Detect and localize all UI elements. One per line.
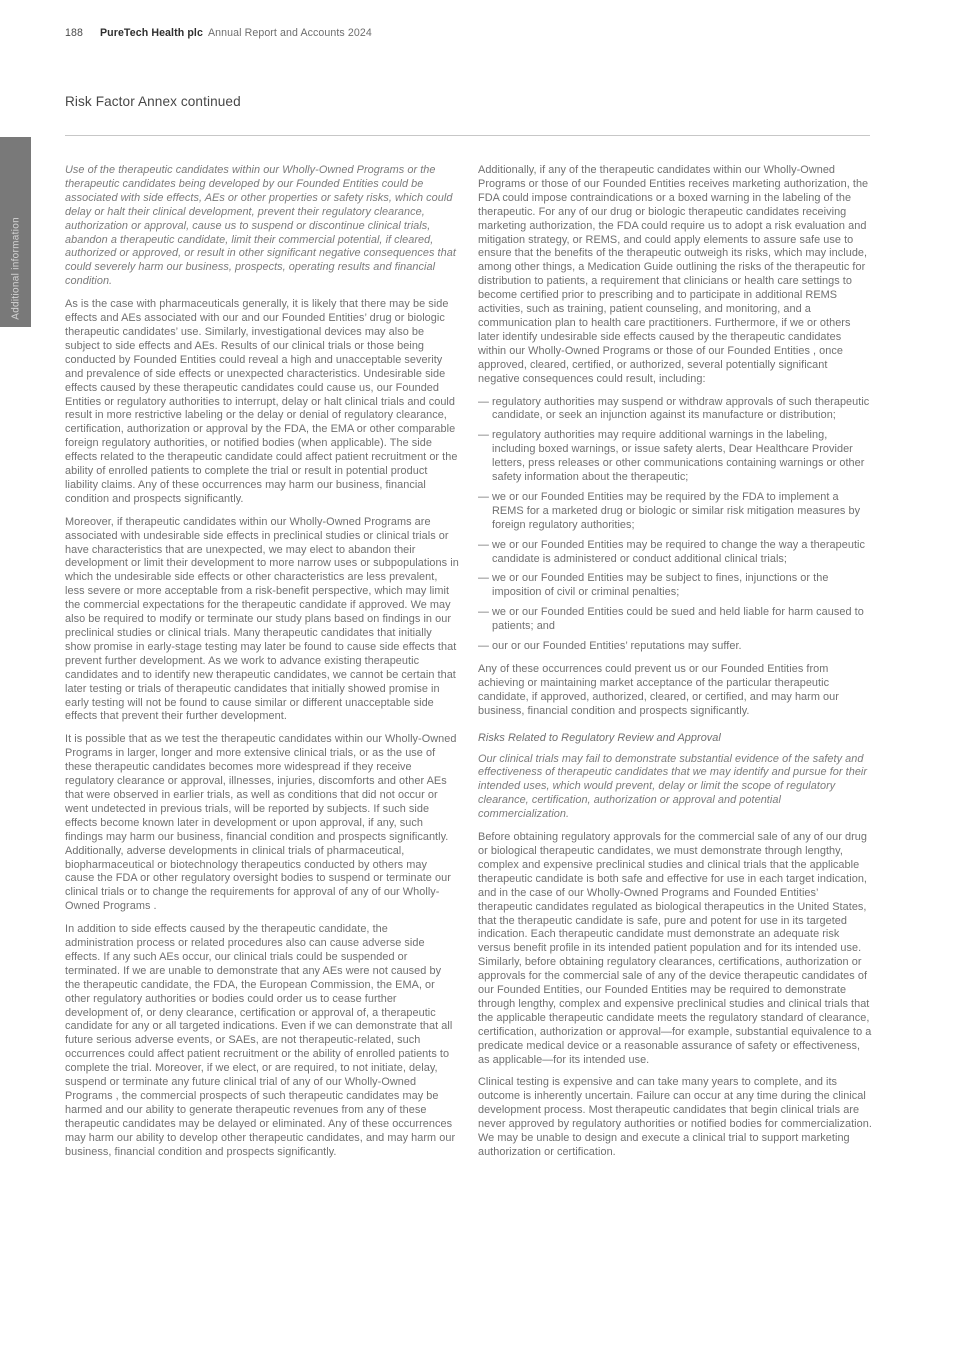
report-title: Annual Report and Accounts 2024 [207, 27, 372, 39]
paragraph: Moreover, if therapeutic candidates within our Wholly-Owned Programs are associated with undesirable side effects in preclinical studies or clinical trials or have characteristics that are unexpected, we may elect to abandon their development or limit their development to more narrow uses or subpopulations in which the undesirable side effects or other characteristics are less prevalent, less severe or more acceptable from a risk-benefit perspective, which may limit the commercial expectations for the therapeutic candidate if approved. We may also be required to modify or terminate our study plans based on findings in our preclinical studies or clinical trials. Many therapeutic candidates that initially show promise in early-stage testing may later be found to cause side effects that prevent further development. As we work to advance existing therapeutic candidates and to identify new therapeutic candidates, we cannot be certain that later testing or trials of therapeutic candidates that initially showed promise in early testing will not be found to cause similar or different unacceptable side effects that prevent their further development. [65, 515, 459, 723]
paragraph: Before obtaining regulatory approvals for the commercial sale of any of our drug or biological therapeutic candidates, we must demonstrate through lengthy, complex and expensive preclinical studies and clinical trials that the applicable therapeutic candidate is both safe and effective for use in each target indication, and in the case of our Wholly-Owned Programs and Founded Entities’ therapeutic candidates regulated as biological therapeutics in the United States, that the therapeutic candidate is safe, pure and potent for use in its targeted indication. Each therapeutic candidate must demonstrate an adequate risk versus benefit profile in its intended patient population and for its intended use. Similarly, before obtaining regulatory clearances, certifications, authorization or approvals for the commercial sale of any of the device therapeutic candidates of our Founded Entities, our Founded Entities may be required to demonstrate through lengthy, complex and expensive preclinical studies and clinical trials that the applicable therapeutic candidate meets the regulatory standard of clearance, certification, authorization or approval—for example, substantial equivalence to a predicate medical device or a reasonable assurance of safety or effectiveness, as applicable—for its intended use. [478, 831, 872, 1066]
list-item [478, 606, 872, 634]
dash-bullet: — [478, 640, 489, 653]
two-column-body [65, 164, 872, 1169]
risk-statement-italic: Use of the therapeutic candidates within our Wholly-Owned Programs or the therapeutic candidates being developed by our Founded Entities could be associated with side effects, AEs or other properties or safety risks, which could delay or halt their clinical development, prevent their regulatory clearance, authorization or approval, cause us to suspend or discontinue clinical trials, abandon a therapeutic candidate, limit their commercial potential, if cleared, authorized or approved, or result in other significant negative consequences that could severely harm our business, prospects, operating results and financial condition. [65, 164, 456, 288]
page-header [65, 27, 372, 39]
list-item [478, 539, 872, 567]
right-column [478, 164, 872, 1169]
consequences-list [478, 396, 872, 655]
dash-bullet: — [478, 572, 489, 585]
list-item [478, 491, 872, 533]
paragraph: Clinical testing is expensive and can take many years to complete, and its outcome is inherently uncertain. Failure can occur at any time during the clinical development process. Most therapeutic candidates that begin clinical trials are never approved by regulatory authorities or notified bodies for commercialization. We may be unable to design and execute a clinical trial to support marketing authorization or certification. [478, 1076, 872, 1158]
paragraph: Any of these occurrences could prevent us or our Founded Entities from achieving or maintaining market acceptance of the particular therapeutic candidate, if approved, authorized, cleared, or certified, and may harm our business, financial condition and prospects significantly. [478, 663, 839, 717]
list-item-text: regulatory authorities may require additional warnings in the labeling, including boxed warnings, or issue safety alerts, Dear Healthcare Provider letters, press releases or other communications containing warnings or other safety information about the therapeutic; [492, 429, 865, 484]
list-item [478, 572, 872, 600]
left-column [65, 164, 459, 1169]
dash-bullet: — [478, 538, 489, 551]
list-item-text: we or our Founded Entities may be required to change the way a therapeutic candidate is administered or conduct additional clinical trials; [492, 538, 865, 565]
paragraph: Additionally, if any of the therapeutic candidates within our Wholly-Owned Programs or those of our Founded Entities receives marketing authorization, the FDA could impose contraindications or a boxed warning in the labeling of the therapeutic. For any of our drug or biologic therapeutic candidates receiving marketing authorization, the FDA could require us to adopt a risk evaluation and mitigation strategy, or REMS, and could apply elements to assure safe use to ensure that the benefits of the therapeutic outweigh its risks, which may include, among other things, a Medication Guide outlining the risks of the therapeutic for distribution to patients, a requirement that clinicians or health care settings to become certified prior to prescribing and to participate in additional REMS activities, such as training, patient counseling, and monitoring, and a communication plan to health care practitioners. Furthermore, if we or others later identify undesirable side effects caused by the therapeutic candidates within our Wholly-Owned Programs or those of our Founded Entities , once approved, cleared, certified, or authorized, several potentially significant negative consequences could result, including: [478, 164, 869, 385]
section-title: Risk Factor Annex continued [65, 94, 241, 109]
list-item-text: we or our Founded Entities may be required by the FDA to implement a REMS for a marketed drug or biologic or similar risk mitigation measures by foreign regulatory authorities; [492, 490, 861, 531]
list-item-text: our or our Founded Entities’ reputations may suffer. [492, 640, 742, 653]
subsection-heading: Risks Related to Regulatory Review and Approval [478, 731, 721, 744]
list-item-text: regulatory authorities may suspend or withdraw approvals of such therapeutic candidate, or seek an injunction against its manufacture or distribution; [492, 395, 870, 422]
paragraph: As is the case with pharmaceuticals generally, it is likely that there may be side effects and AEs associated with our and our Founded Entities’ drug or biologic therapeutic candidates’ use. Similarly, investigational devices may also be subject to side effects and AEs. Results of our clinical trials or those being conducted by Founded Entities could reveal a high and unacceptable severity and prevalence of side effects or unexpected characteristics. Undesirable side effects caused by these therapeutic candidates could cause us, our Founded Entities or regulatory authorities to interrupt, delay or halt clinical trials and could result in more restrictive labeling or the delay or denial of regulatory clearance, certification, authorization or approval by the FDA, the EMA or other comparable foreign regulatory authorities, or notified bodies (when applicable). The side effects related to the therapeutic candidate could affect patient recruitment or the ability of enrolled patients to complete the trial or result in potential product liability claims. Any of these occurrences may harm our business, financial condition and prospects significantly. [65, 298, 458, 505]
list-item-text: we or our Founded Entities could be sued and held liable for harm caused to patients; and [492, 606, 864, 633]
sidebar-section-label: Additional information [10, 217, 21, 320]
divider-rule [65, 135, 870, 136]
dash-bullet: — [478, 395, 489, 408]
company-name: PureTech Health plc [99, 27, 203, 39]
dash-bullet: — [478, 429, 489, 442]
list-item-text: we or our Founded Entities may be subject to fines, injunctions or the imposition of civil or criminal penalties; [492, 572, 829, 599]
paragraph: In addition to side effects caused by the therapeutic candidate, the administration process or related procedures also can cause adverse side effects. If any such AEs occur, our clinical trials could be suspended or terminated. If we are unable to demonstrate that any AEs were not caused by the therapeutic candidate, the FDA, the European Commission, the EMA, or other regulatory authorities or bodies could order us to cease further development of, or deny clearance, certification or approval of, a therapeutic candidate for any or all targeted indications. Even if we can demonstrate that all future serious adverse events, or SAEs, are not therapeutic-related, such occurrences could affect patient recruitment or the ability of enrolled patients to complete the trial. Moreover, if we elect, or are required, to not initiate, delay, suspend or terminate any future clinical trial of any of our Wholly-Owned Programs , the commercial prospects of such therapeutic candidates may be harmed and our ability to generate therapeutic revenues from any of these therapeutic candidates may be delayed or eliminated. Any of these occurrences may harm our ability to develop other therapeutic candidates, and may harm our business, financial condition and prospects significantly. [65, 923, 456, 1158]
paragraph: It is possible that as we test the therapeutic candidates within our Wholly-Owned Programs in larger, longer and more extensive clinical trials, or as the use of these therapeutic candidates becomes more widespread if they receive regulatory clearance or approval, illnesses, injuries, discomforts and other AEs that were observed in earlier trials, as well as conditions that did not occur or went undetected in previous trials, will be reported by subjects. If such side effects become known later in development or upon approval, if any, such findings may harm our business, financial condition and prospects significantly. Additionally, adverse developments in clinical trials of pharmaceutical, biopharmaceutical or biotechnology therapeutics conducted by others may cause the FDA or other regulatory oversight bodies to suspend or terminate our clinical trials or to change the requirements for approval of any of our Wholly-Owned Programs . [65, 733, 457, 913]
page-number: 188 [65, 27, 83, 39]
dash-bullet: — [478, 606, 489, 619]
list-item [478, 396, 872, 424]
list-item [478, 429, 872, 485]
sidebar-section-tab [0, 137, 31, 327]
risk-statement-italic: Our clinical trials may fail to demonstrate substantial evidence of the safety and effectiveness of therapeutic candidates that we may identify and pursue for their intended uses, which would prevent, delay or limit the scope of regulatory clearance, certification, authorization or approval and potential commercialization. [478, 752, 868, 821]
list-item [478, 640, 872, 654]
dash-bullet: — [478, 490, 489, 503]
